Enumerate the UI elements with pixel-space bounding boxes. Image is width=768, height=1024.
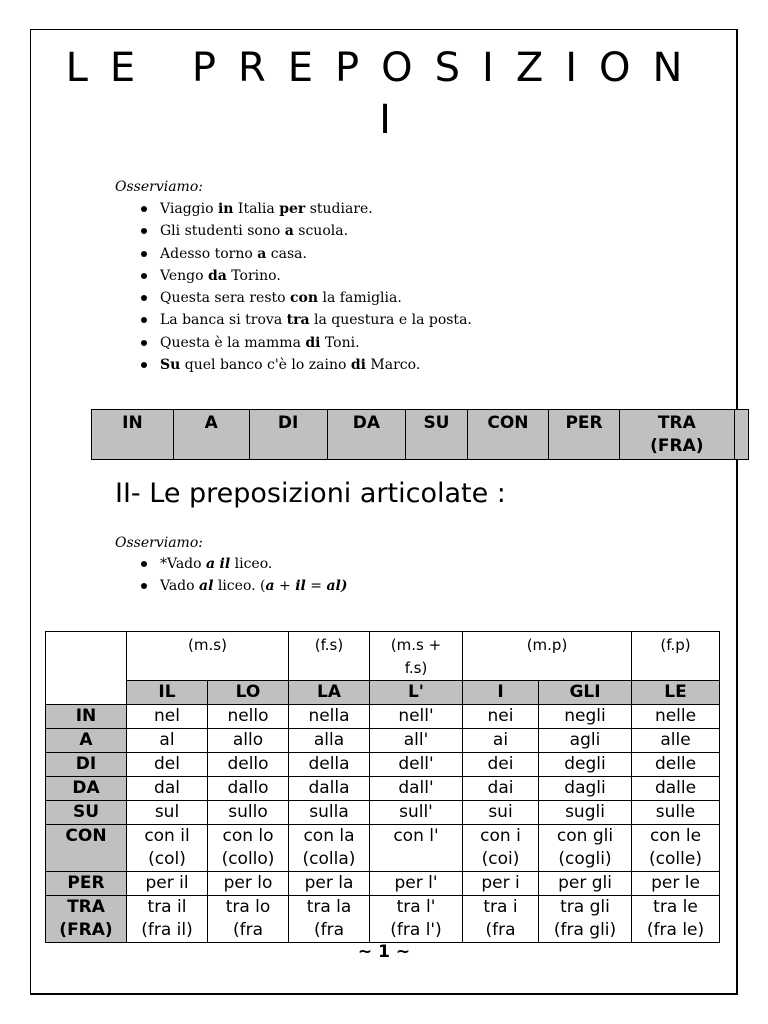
preposition-label: CON [46, 825, 127, 872]
table-cell: alla [289, 729, 370, 753]
table-cell: all' [370, 729, 463, 753]
example-text: Italia [233, 201, 280, 217]
article-header: LO [208, 681, 289, 705]
table-cell: delle [632, 753, 720, 777]
table-cell: dell' [370, 753, 463, 777]
articulated-prepositions-table [45, 631, 720, 943]
example-item [138, 575, 348, 597]
examples-list-1 [138, 198, 472, 376]
preposition-label: PER [46, 872, 127, 896]
preposition-word: con [290, 290, 319, 307]
table-cell: tra i (fra [463, 896, 539, 943]
preposition-word: al [199, 578, 214, 595]
title-line-2: I [379, 97, 391, 143]
table-cell: dagli [539, 777, 632, 801]
table-row [46, 825, 720, 872]
example-text: + [274, 578, 296, 595]
article-header: GLI [539, 681, 632, 705]
table-cell: sulle [632, 801, 720, 825]
corner-cell [46, 632, 127, 705]
table-cell: per l' [370, 872, 463, 896]
table-cell: dai [463, 777, 539, 801]
example-text: liceo. ( [213, 578, 266, 595]
table-row [46, 753, 720, 777]
example-text: Torino. [226, 267, 281, 284]
example-text: Questa è la mamma [160, 334, 306, 351]
gender-header-row [46, 632, 720, 681]
example-item [138, 198, 472, 220]
table-row [46, 896, 720, 943]
table-cell: nel [127, 705, 208, 729]
table-row [46, 729, 720, 753]
preposition-cell: A [173, 410, 249, 460]
table-cell: per lo [208, 872, 289, 896]
prepositions-table [91, 409, 749, 460]
example-item [138, 220, 472, 242]
table-cell: sul [127, 801, 208, 825]
table-cell: con la (colla) [289, 825, 370, 872]
example-text: Marco. [365, 357, 421, 374]
preposition-cell: DI [249, 410, 327, 460]
gender-header: (f.p) [632, 632, 720, 681]
preposition-word: in [217, 201, 234, 217]
table-cell: per le [632, 872, 720, 896]
table-cell: ai [463, 729, 539, 753]
table-cell: sulla [289, 801, 370, 825]
table-cell: con i (coi) [463, 825, 539, 872]
example-text: la questura e la posta. [309, 312, 472, 329]
table-cell: degli [539, 753, 632, 777]
gender-header: (f.s) [289, 632, 370, 681]
example-text: Vado [160, 578, 200, 595]
preposition-word: a [284, 223, 294, 240]
table-cell: dallo [208, 777, 289, 801]
table-cell: per i [463, 872, 539, 896]
table-cell: tra l' (fra l') [370, 896, 463, 943]
preposition-word: di [350, 357, 366, 374]
gender-header: (m.p) [463, 632, 632, 681]
table-cell: dal [127, 777, 208, 801]
table-cell: con lo (collo) [208, 825, 289, 872]
page-title [40, 42, 730, 146]
table-cell: dall' [370, 777, 463, 801]
example-item [138, 553, 348, 575]
preposition-word: il [219, 556, 231, 572]
article-header: IL [127, 681, 208, 705]
table-cell: per la [289, 872, 370, 896]
table-cell: allo [208, 729, 289, 753]
title-line-1: LE PREPOSIZION [65, 45, 705, 91]
preposition-cell: DA [327, 410, 406, 460]
preposition-label: A [46, 729, 127, 753]
observe-label-2: Osserviamo: [115, 535, 203, 551]
table-row [46, 801, 720, 825]
preposition-word: tra [286, 312, 310, 329]
gender-header: (m.s) [127, 632, 289, 681]
example-text: la famiglia. [318, 290, 402, 307]
article-header: LE [632, 681, 720, 705]
example-text: Adesso torno [160, 245, 258, 262]
table-row [46, 777, 720, 801]
preposition-label: DI [46, 753, 127, 777]
table-cell: sui [463, 801, 539, 825]
table-cell: negli [539, 705, 632, 729]
example-item [138, 287, 472, 309]
example-text: Vengo [160, 267, 208, 284]
article-header: LA [289, 681, 370, 705]
preposition-word: da [207, 267, 227, 284]
page-number: ~ 1 ~ [357, 942, 411, 962]
table-cell: per il [127, 872, 208, 896]
table-cell: sull' [370, 801, 463, 825]
article-header: L' [370, 681, 463, 705]
example-text: casa. [266, 245, 307, 262]
table-cell: per gli [539, 872, 632, 896]
table-cell: nello [208, 705, 289, 729]
preposition-word: il [295, 578, 306, 595]
table-cell: tra gli (fra gli) [539, 896, 632, 943]
preposition-cell: CON [467, 410, 548, 460]
table-cell: dello [208, 753, 289, 777]
table-cell: tra il (fra il) [127, 896, 208, 943]
preposition-label: SU [46, 801, 127, 825]
observe-label-1: Osserviamo: [115, 179, 203, 195]
table-cell: del [127, 753, 208, 777]
article-header-row [46, 681, 720, 705]
preposition-label: DA [46, 777, 127, 801]
example-text: Gli studenti sono [160, 223, 285, 240]
example-item [138, 354, 472, 376]
table-cell: nelle [632, 705, 720, 729]
preposition-word: a [257, 245, 267, 262]
preposition-word: al) [326, 578, 348, 595]
example-text: La banca si trova [160, 312, 287, 329]
table-cell: sugli [539, 801, 632, 825]
example-item [138, 309, 472, 331]
example-text: Questa sera resto [160, 290, 291, 307]
table-cell: dalle [632, 777, 720, 801]
table-cell: con le (colle) [632, 825, 720, 872]
table-cell: nella [289, 705, 370, 729]
table-cell: nell' [370, 705, 463, 729]
example-text: Toni. [320, 334, 360, 351]
preposition-cell [734, 410, 748, 460]
preposition-word: per [279, 201, 306, 217]
preposition-word: a [206, 556, 216, 572]
preposition-cell: PER [549, 410, 620, 460]
article-header: I [463, 681, 539, 705]
table-cell: con il (col) [127, 825, 208, 872]
preposition-cell: SU [406, 410, 468, 460]
table-row [46, 705, 720, 729]
preposition-cell: TRA (FRA) [619, 410, 734, 460]
table-cell: tra lo (fra [208, 896, 289, 943]
table-cell: alle [632, 729, 720, 753]
example-text: scuola. [293, 223, 349, 240]
table-row [46, 872, 720, 896]
preposition-word: Su [160, 357, 181, 374]
example-text: Viaggio [160, 201, 218, 217]
table-cell: con l' [370, 825, 463, 872]
preposition-label: IN [46, 705, 127, 729]
table-cell: tra le (fra le) [632, 896, 720, 943]
table-cell: agli [539, 729, 632, 753]
preposition-word: di [305, 334, 321, 351]
examples-list-2 [138, 553, 348, 598]
table-cell: al [127, 729, 208, 753]
table-cell: sullo [208, 801, 289, 825]
example-text: = [305, 578, 327, 595]
example-item [138, 332, 472, 354]
table-cell: nei [463, 705, 539, 729]
example-text: liceo. [230, 556, 273, 572]
example-item [138, 265, 472, 287]
example-text: studiare. [305, 201, 373, 217]
section-heading: II- Le preposizioni articolate : [115, 478, 506, 509]
gender-header: (m.s + f.s) [370, 632, 463, 681]
table-cell: dei [463, 753, 539, 777]
table-cell: della [289, 753, 370, 777]
example-item [138, 243, 472, 265]
preposition-label: TRA (FRA) [46, 896, 127, 943]
example-text: quel banco c'è lo zaino [180, 357, 351, 374]
table-cell: dalla [289, 777, 370, 801]
preposition-word: a [265, 578, 275, 595]
table-cell: con gli (cogli) [539, 825, 632, 872]
preposition-cell: IN [92, 410, 174, 460]
example-text: *Vado [160, 556, 207, 572]
table-cell: tra la (fra [289, 896, 370, 943]
